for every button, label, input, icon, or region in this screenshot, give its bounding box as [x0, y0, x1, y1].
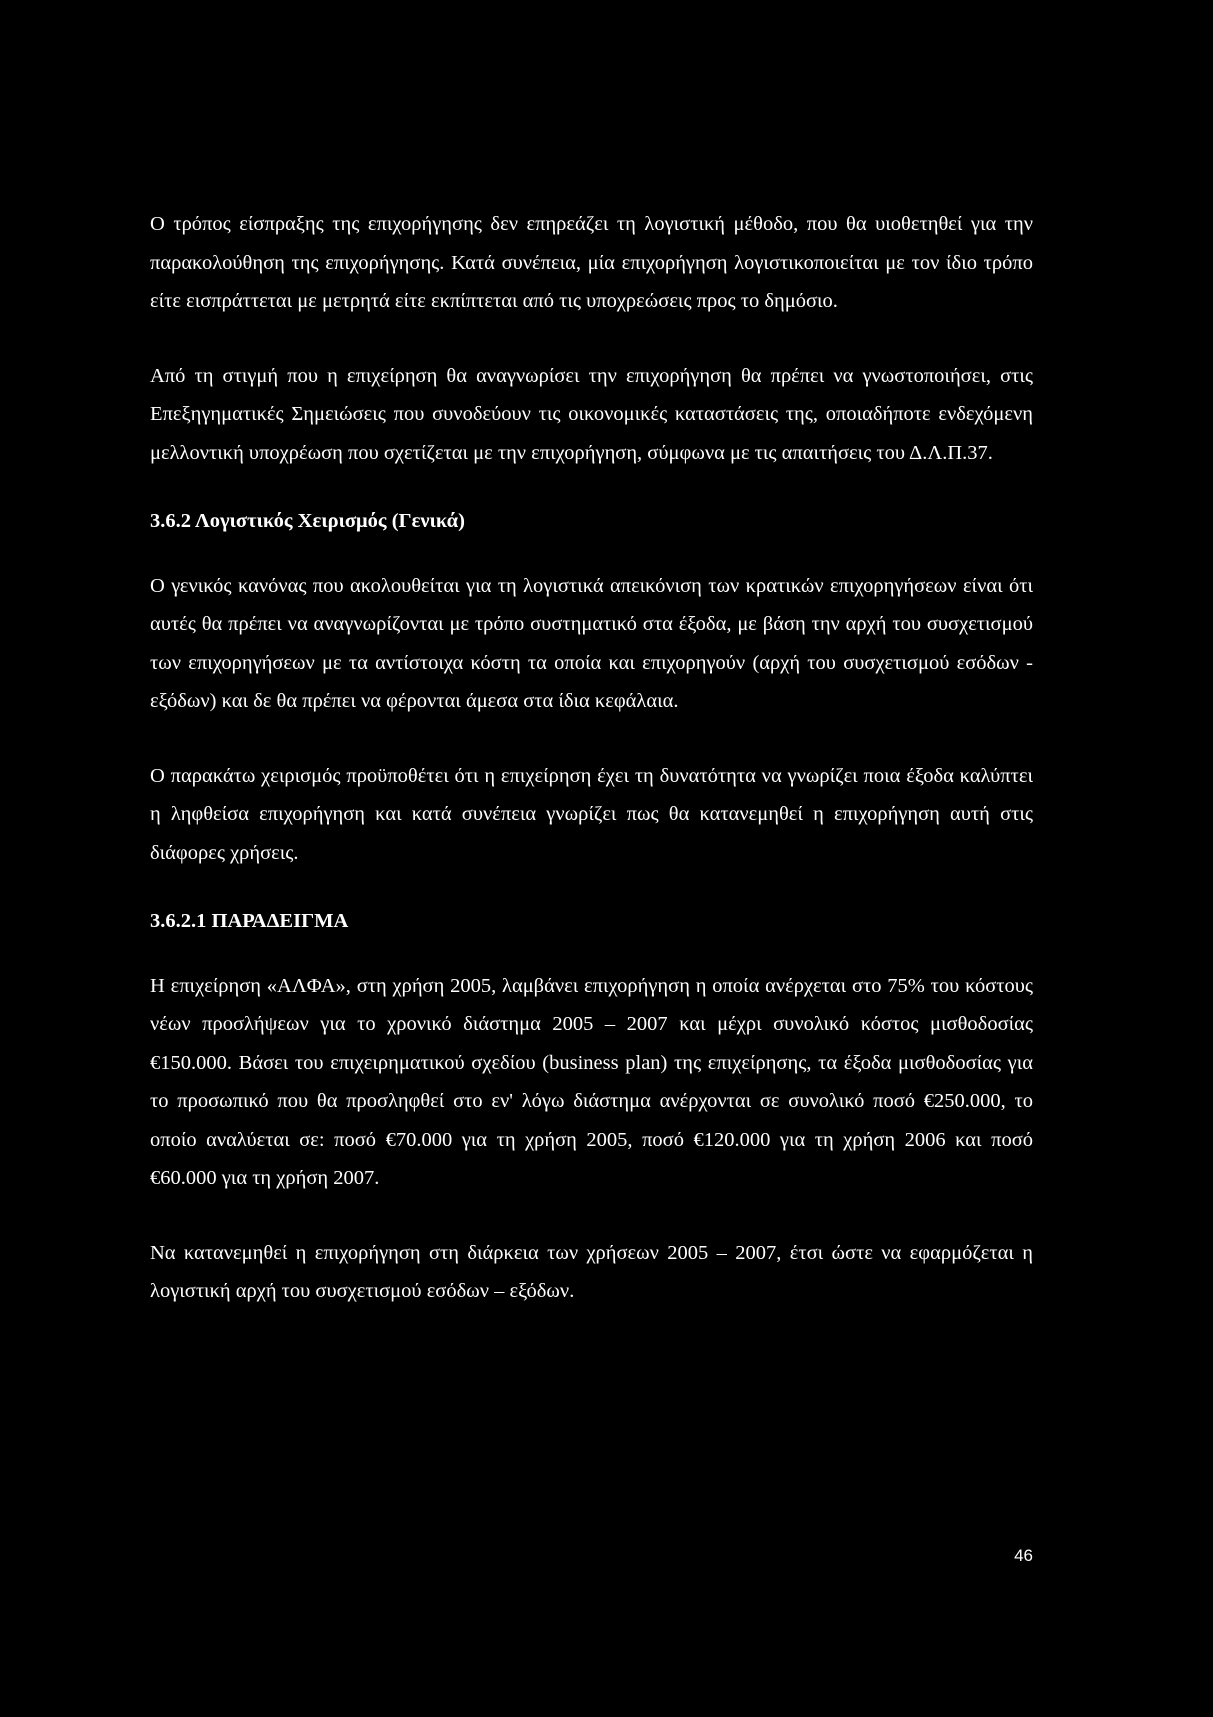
section-heading-accounting-treatment: 3.6.2 Λογιστικός Χειρισμός (Γενικά) — [150, 510, 465, 532]
paragraph-example-description: Η επιχείρηση «ΑΛΦΑ», στη χρήση 2005, λαμβάνει επιχορήγηση η οποία ανέρχεται στο 75% του κόστους νέων προσλήψεων για το χρονικό διάστημα 2005 – 2007 και μέχρι συνολικό κόστος μισθοδοσίας €150.000. Βάσει του επιχειρηματικού σχεδίου (business plan) της επιχείρησης, τα έξοδα μισθοδοσίας για το προσωπικό που θα προσληφθεί στο εν' λόγω διάστημα ανέρχονται σε συνολικό ποσό €250.000, το οποίο αναλύεται σε: ποσό €70.000 για τη χρήση 2005, ποσό €120.000 για τη χρήση 2006 και ποσό €60.000 για τη χρήση 2007. — [150, 974, 1033, 1189]
paragraph-assumption: Ο παρακάτω χειρισμός προϋποθέτει ότι η επιχείρηση έχει τη δυνατότητα να γνωρίζει ποια έξοδα καλύπτει η ληφθείσα επιχορήγηση και κατά συνέπεια γνωρίζει πως θα κατανεμηθεί η επιχορήγηση αυτή στις διάφορες χρήσεις. — [150, 764, 1033, 864]
section-heading-example: 3.6.2.1 ΠΑΡΑΔΕΙΓΜΑ — [150, 910, 349, 932]
paragraph-general-rule: Ο γενικός κανόνας που ακολουθείται για τη λογιστικά απεικόνιση των κρατικών επιχορηγήσεων είναι ότι αυτές θα πρέπει να αναγνωρίζονται με τρόπο συστηματικό στα έξοδα, με βάση την αρχή του συσχετισμού των επιχορηγήσεων με τα αντίστοιχα κόστη τα οποία και επιχορηγούν (αρχή του συσχετισμού εσόδων - εξόδων) και δε θα πρέπει να φέρονται άμεσα στα ίδια κεφάλαια. — [150, 574, 1033, 712]
document-body — [150, 205, 1033, 1311]
paragraph-grant-collection: Ο τρόπος είσπραξης της επιχορήγησης δεν επηρεάζει τη λογιστική μέθοδο, που θα υιοθετηθεί για την παρακολούθηση της επιχορήγησης. Κατά συνέπεια, μία επιχορήγηση λογιστικοποιείται με τον ίδιο τρόπο είτε εισπράττεται με μετρητά είτε εκπίπτεται από τις υποχρεώσεις προς το δημόσιο. — [150, 213, 1033, 312]
paragraph-disclosure: Από τη στιγμή που η επιχείρηση θα αναγνωρίσει την επιχορήγηση θα πρέπει να γνωστοποιήσει, στις Επεξηγηματικές Σημειώσεις που συνοδεύουν τις οικονομικές καταστάσεις της, οποιαδήποτε ενδεχόμενη μελλοντική υποχρέωση που σχετίζεται με την επιχορήγηση, σύμφωνα με τις απαιτήσεις του Δ.Λ.Π.37. — [150, 364, 1033, 464]
page-number: 46 — [1014, 1546, 1033, 1565]
paragraph-example-task: Να κατανεμηθεί η επιχορήγηση στη διάρκεια των χρήσεων 2005 – 2007, έτσι ώστε να εφαρμόζεται η λογιστική αρχή του συσχετισμού εσόδων – εξόδων. — [150, 1241, 1033, 1302]
